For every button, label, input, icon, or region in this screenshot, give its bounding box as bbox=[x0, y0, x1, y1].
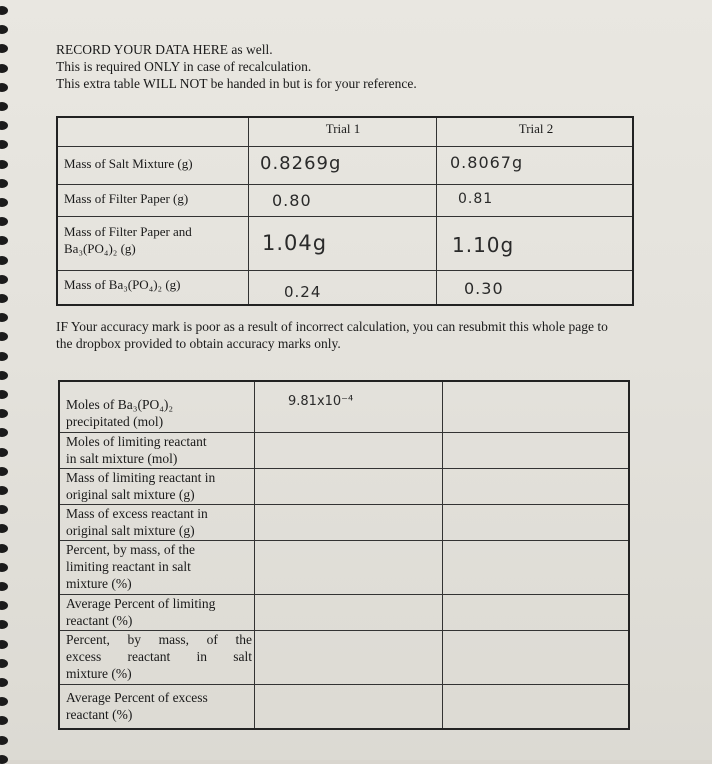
row-label-line-1: Average Percent of limiting bbox=[66, 596, 216, 611]
row-label-line-1: Mass of limiting reactant in bbox=[66, 470, 216, 485]
binding-hole bbox=[0, 6, 8, 15]
row-label-line-3: mixture (%) bbox=[66, 576, 132, 591]
header-line-2: This is required ONLY in case of recalculation. bbox=[56, 59, 312, 74]
instructions-header bbox=[56, 41, 417, 92]
table-row bbox=[60, 504, 628, 540]
row-label-line-1: Mass of excess reactant in bbox=[66, 506, 208, 521]
trial-1-value: 0.8269g bbox=[260, 153, 342, 174]
table-row bbox=[58, 146, 632, 184]
row-label-line-1: Moles of limiting reactant bbox=[66, 434, 207, 449]
binding-hole bbox=[0, 563, 8, 572]
table-row bbox=[60, 540, 628, 594]
binding-hole bbox=[0, 313, 8, 322]
spiral-binding bbox=[0, 0, 14, 760]
note-line-2: the dropbox provided to obtain accuracy marks only. bbox=[56, 336, 341, 351]
table-row bbox=[60, 468, 628, 504]
trial-1-value: 9.81x10⁻⁴ bbox=[288, 394, 354, 409]
binding-hole bbox=[0, 294, 8, 303]
binding-hole bbox=[0, 102, 8, 111]
table-row bbox=[60, 396, 628, 432]
trial-2-value: 0.81 bbox=[458, 191, 494, 207]
binding-hole bbox=[0, 601, 8, 610]
binding-hole bbox=[0, 64, 8, 73]
trial-2-value: 1.10g bbox=[452, 233, 515, 257]
row-label-line-1: Percent, by mass, of the bbox=[66, 632, 252, 647]
table-row bbox=[60, 432, 628, 468]
trial-1-value: 0.80 bbox=[272, 191, 312, 210]
binding-hole bbox=[0, 121, 8, 130]
row-label-line-2: reactant (%) bbox=[66, 613, 133, 628]
table-row bbox=[60, 630, 628, 684]
binding-hole bbox=[0, 582, 8, 591]
row-label-line-2: reactant (%) bbox=[66, 707, 133, 722]
resubmit-note bbox=[56, 318, 696, 352]
row-label-line-2: excess reactant in salt bbox=[66, 649, 252, 664]
row-label: Mass of Salt Mixture (g) bbox=[64, 156, 193, 171]
table-row bbox=[58, 270, 632, 306]
header-line-1: RECORD YOUR DATA HERE as well. bbox=[56, 42, 273, 57]
binding-hole bbox=[0, 486, 8, 495]
binding-hole bbox=[0, 467, 8, 476]
binding-hole bbox=[0, 352, 8, 361]
binding-hole bbox=[0, 256, 8, 265]
col-header-trial-2: Trial 2 bbox=[518, 121, 554, 136]
binding-hole bbox=[0, 505, 8, 514]
table-row bbox=[60, 684, 628, 728]
binding-hole bbox=[0, 275, 8, 284]
binding-hole bbox=[0, 332, 8, 341]
row-label-line-2: original salt mixture (g) bbox=[66, 523, 195, 538]
trial-1-value: 1.04g bbox=[262, 231, 328, 255]
row-label-line-2: original salt mixture (g) bbox=[66, 487, 195, 502]
binding-hole bbox=[0, 390, 8, 399]
row-label-line-2: limiting reactant in salt bbox=[66, 559, 191, 574]
binding-hole bbox=[0, 697, 8, 706]
binding-hole bbox=[0, 44, 8, 53]
binding-hole bbox=[0, 524, 8, 533]
binding-hole bbox=[0, 544, 8, 553]
note-line-1: IF Your accuracy mark is poor as a result of incorrect calculation, you can resubmit this whole page to bbox=[56, 319, 608, 334]
binding-hole bbox=[0, 716, 8, 725]
mass-data-table bbox=[56, 116, 634, 306]
row-label-line-1: Moles of Ba₃(PO₄)₂ bbox=[66, 397, 174, 412]
row-label-line-2: precipitated (mol) bbox=[66, 414, 164, 429]
table-row bbox=[58, 216, 632, 270]
table-row bbox=[60, 594, 628, 630]
binding-hole bbox=[0, 140, 8, 149]
binding-hole bbox=[0, 179, 8, 188]
binding-hole bbox=[0, 198, 8, 207]
calculation-table bbox=[58, 380, 630, 730]
binding-hole bbox=[0, 25, 8, 34]
row-label-line-3: mixture (%) bbox=[66, 666, 132, 681]
row-label: Mass of Ba₃(PO₄)₂ (g) bbox=[64, 277, 181, 292]
row-label-line-2: Ba₃(PO₄)₂ (g) bbox=[64, 241, 136, 256]
binding-hole bbox=[0, 371, 8, 380]
binding-hole bbox=[0, 659, 8, 668]
binding-hole bbox=[0, 678, 8, 687]
binding-hole bbox=[0, 160, 8, 169]
table-row bbox=[58, 184, 632, 216]
row-label-line-1: Mass of Filter Paper and bbox=[64, 224, 192, 239]
binding-hole bbox=[0, 736, 8, 745]
binding-hole bbox=[0, 448, 8, 457]
binding-hole bbox=[0, 620, 8, 629]
trial-2-value: 0.8067g bbox=[450, 153, 524, 172]
trial-1-value: 0.24 bbox=[284, 283, 322, 301]
trial-2-value: 0.30 bbox=[464, 279, 504, 298]
row-label-line-1: Average Percent of excess bbox=[66, 690, 208, 705]
binding-hole bbox=[0, 217, 8, 226]
binding-hole bbox=[0, 83, 8, 92]
binding-hole bbox=[0, 428, 8, 437]
row-label-line-2: in salt mixture (mol) bbox=[66, 451, 178, 466]
binding-hole bbox=[0, 236, 8, 245]
binding-hole bbox=[0, 755, 8, 764]
row-label-line-1: Percent, by mass, of the bbox=[66, 542, 195, 557]
row-label: Mass of Filter Paper (g) bbox=[64, 191, 189, 206]
binding-hole bbox=[0, 640, 8, 649]
header-line-3: This extra table WILL NOT be handed in but is for your reference. bbox=[56, 76, 417, 91]
binding-hole bbox=[0, 409, 8, 418]
col-header-trial-1: Trial 1 bbox=[325, 121, 361, 136]
